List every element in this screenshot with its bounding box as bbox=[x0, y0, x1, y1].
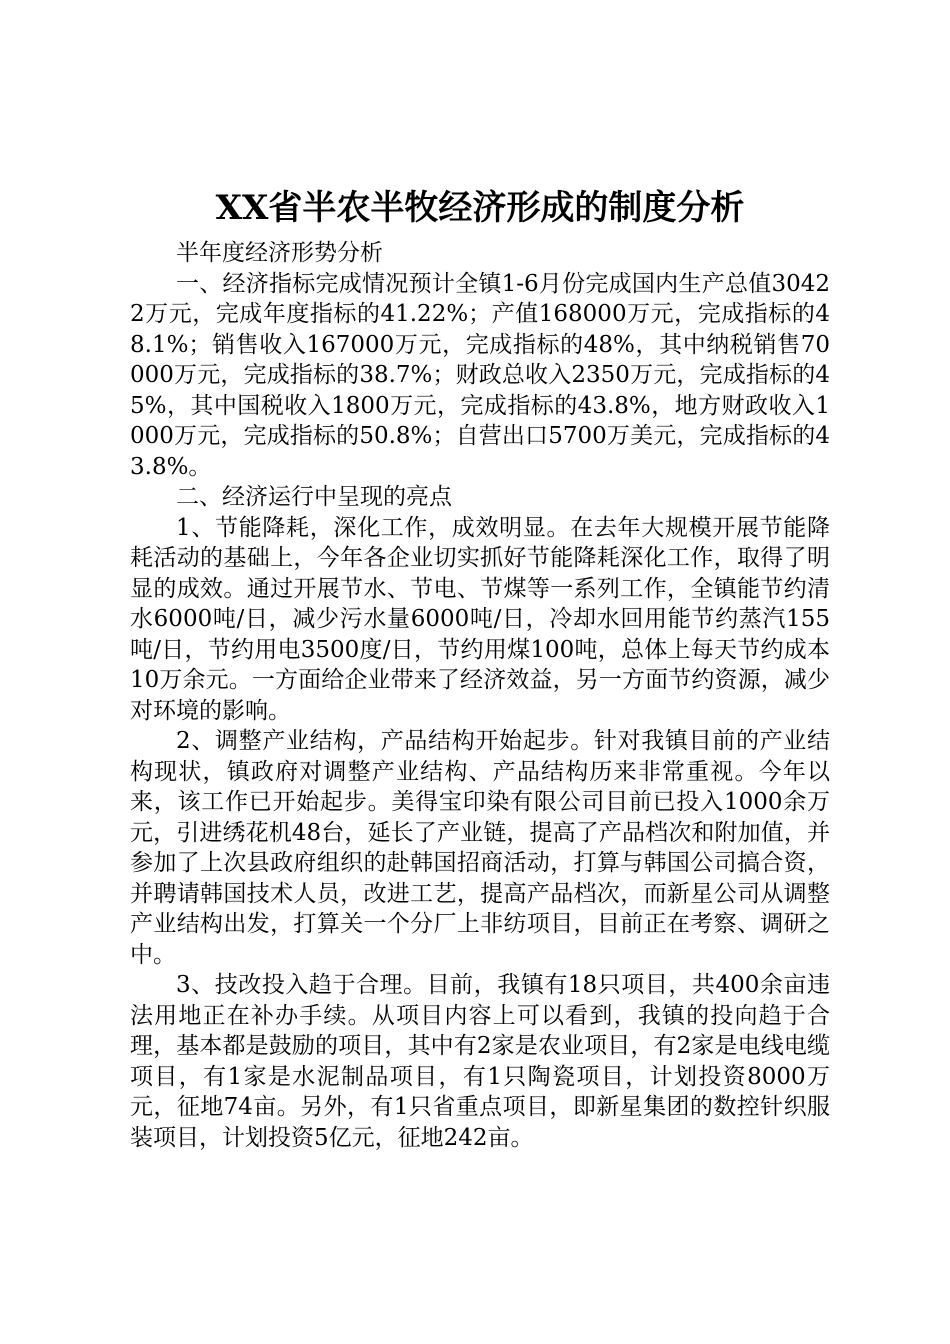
highlight-1-paragraph: 1、节能降耗，深化工作，成效明显。在去年大规模开展节能降耗活动的基础上，今年各企业切实抓好节能降耗深化工作，取得了明显的成效。通过开展节水、节电、节煤等一系列工作，全镇能节约清水6000吨/日，减少污水量6000吨/日，冷却水回用能节约蒸汽155吨/日，节约用电3500度/日，节约用煤100吨，总体上每天节约成本10万余元。一方面给企业带来了经济效益，另一方面节约资源，减少对环境的影响。 bbox=[130, 514, 830, 724]
section-2-heading: 二、经济运行中呈现的亮点 bbox=[176, 484, 452, 510]
subtitle-paragraph: 半年度经济形势分析 bbox=[176, 240, 383, 266]
highlight-3-paragraph: 3、技改投入趋于合理。目前，我镇有18只项目，共400余亩违法用地正在补办手续。从项目内容上可以看到，我镇的投向趋于合理，基本都是鼓励的项目，其中有2家是农业项目，有2家是电线电缆项目，有1家是水泥制品项目，有1只陶瓷项目，计划投资8000万元，征地74亩。另外，有1只省重点项目，即新星集团的数控针织服装项目，计划投资5亿元，征地242亩。 bbox=[130, 972, 830, 1151]
document-page bbox=[130, 182, 830, 1153]
highlight-2-paragraph: 2、调整产业结构，产品结构开始起步。针对我镇目前的产业结构现状，镇政府对调整产业结构、产品结构历来非常重视。今年以来，该工作已开始起步。美得宝印染有限公司目前已投入1000余万元，引进绣花机48台，延长了产业链，提高了产品档次和附加值，并参加了上次县政府组织的赴韩国招商活动，打算与韩国公司搞合资，并聘请韩国技术人员，改进工艺，提高产品档次，而新星公司从调整产业结构出发，打算关一个分厂上非纺项目，目前正在考察、调研之中。 bbox=[130, 728, 830, 968]
section-1-paragraph: 一、经济指标完成情况预计全镇1-6月份完成国内生产总值30422万元，完成年度指标的41.22%；产值168000万元，完成指标的48.1%；销售收入167000万元，完成指标的48%，其中纳税销售70000万元，完成指标的38.7%；财政总收入2350万元，完成指标的45%，其中国税收入1800万元，完成指标的43.8%，地方财政收入1000万元，完成指标的50.8%；自营出口5700万美元，完成指标的43.8%。 bbox=[130, 270, 830, 480]
document-title: XX省半农半牧经济形成的制度分析 bbox=[215, 188, 745, 228]
